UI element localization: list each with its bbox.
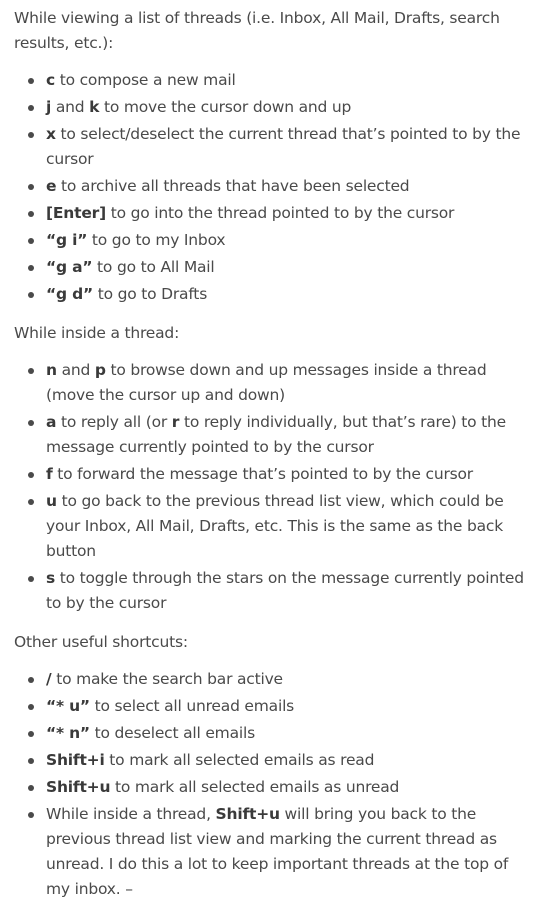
shortcut-key: k xyxy=(89,98,100,116)
shortcut-key: “* u” xyxy=(46,697,90,715)
shortcut-description: to select all unread emails xyxy=(89,697,295,715)
shortcut-connector: to reply all (or xyxy=(56,413,172,431)
list-item xyxy=(46,694,529,719)
section-intro-inside-thread: While inside a thread: xyxy=(14,324,180,342)
list-item xyxy=(46,68,529,93)
shortcut-description: to go to All Mail xyxy=(92,258,215,276)
list-item xyxy=(46,410,529,460)
list-item xyxy=(46,282,529,307)
list-item xyxy=(46,95,529,120)
shortcut-key: c xyxy=(46,71,55,89)
shortcut-key: [Enter] xyxy=(46,204,106,222)
list-item xyxy=(46,802,529,902)
list-item xyxy=(46,358,529,408)
shortcut-key: Shift+i xyxy=(46,751,105,769)
shortcut-key: “g i” xyxy=(46,231,88,249)
shortcut-description: to select/deselect the current thread that’s pointed to by the cursor xyxy=(46,125,521,168)
shortcut-description: to go to my Inbox xyxy=(87,231,226,249)
shortcut-key: p xyxy=(94,361,106,379)
shortcut-lead-text: While inside a thread, xyxy=(46,805,216,823)
shortcut-key: r xyxy=(171,413,180,431)
shortcut-description: will bring you back to the previous thread list view and marking the current thread as unread. I do this a lot to keep important threads at the top of my inbox. – xyxy=(46,805,509,898)
shortcut-description: to deselect all emails xyxy=(89,724,255,742)
shortcut-key: x xyxy=(46,125,56,143)
inside-thread-shortcuts xyxy=(14,358,529,616)
list-item xyxy=(46,489,529,564)
shortcut-description: to browse down and up messages inside a thread (move the cursor up and down) xyxy=(46,361,487,404)
section-intro-thread-list: While viewing a list of threads (i.e. Inbox, All Mail, Drafts, search results, etc.): xyxy=(14,9,500,52)
shortcut-connector: and xyxy=(56,361,95,379)
shortcut-description: to reply individually, but that’s rare) to the message currently pointed to by the cursor xyxy=(46,413,507,456)
list-item xyxy=(46,566,529,616)
list-item xyxy=(46,228,529,253)
shortcut-key: a xyxy=(46,413,57,431)
list-item xyxy=(46,775,529,800)
shortcut-description: to move the cursor down and up xyxy=(99,98,352,116)
shortcut-description: to mark all selected emails as unread xyxy=(110,778,400,796)
shortcut-description: to compose a new mail xyxy=(55,71,236,89)
other-shortcuts xyxy=(14,667,529,902)
shortcut-description: to archive all threads that have been selected xyxy=(56,177,410,195)
list-item xyxy=(46,122,529,172)
shortcut-key: “g d” xyxy=(46,285,93,303)
list-item xyxy=(46,748,529,773)
shortcut-description: to go to Drafts xyxy=(92,285,208,303)
shortcut-connector: and xyxy=(51,98,90,116)
list-item xyxy=(46,667,529,692)
list-item xyxy=(46,201,529,226)
shortcut-description: to go into the thread pointed to by the cursor xyxy=(105,204,455,222)
list-item xyxy=(46,462,529,487)
shortcut-key: / xyxy=(46,670,52,688)
shortcut-key: “* n” xyxy=(46,724,90,742)
shortcut-description: to go back to the previous thread list view, which could be your Inbox, All Mail, Drafts, etc. This is the same as the back button xyxy=(46,492,504,560)
list-item xyxy=(46,721,529,746)
shortcut-description: to forward the message that’s pointed to by the cursor xyxy=(52,465,473,483)
shortcut-key: u xyxy=(46,492,57,510)
shortcut-key: f xyxy=(46,465,53,483)
shortcut-description: to mark all selected emails as read xyxy=(104,751,375,769)
shortcut-key: “g a” xyxy=(46,258,93,276)
shortcut-key: n xyxy=(46,361,57,379)
shortcut-description: to toggle through the stars on the message currently pointed to by the cursor xyxy=(46,569,524,612)
section-intro-other-shortcuts: Other useful shortcuts: xyxy=(14,633,188,651)
shortcut-key: e xyxy=(46,177,57,195)
shortcut-key: j xyxy=(46,98,52,116)
list-item xyxy=(46,255,529,280)
list-item xyxy=(46,174,529,199)
thread-list-shortcuts xyxy=(14,68,529,307)
shortcut-key: Shift+u xyxy=(215,805,280,823)
shortcut-description: to make the search bar active xyxy=(51,670,283,688)
shortcut-key: Shift+u xyxy=(46,778,111,796)
shortcut-key: s xyxy=(46,569,56,587)
